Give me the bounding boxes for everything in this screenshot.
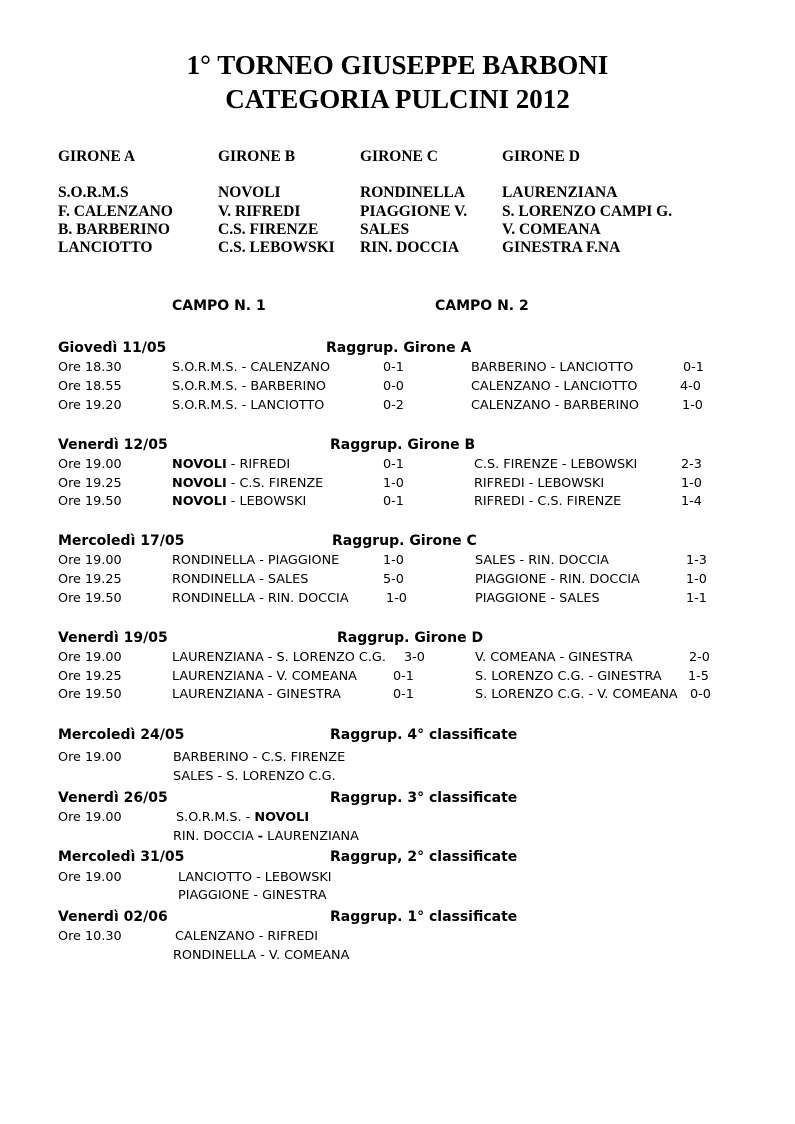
score-campo-2: 0-0 [690,687,711,702]
match-campo-1 [172,476,323,491]
match-campo-2: CALENZANO - BARBERINO [471,398,639,413]
score-campo-2: 0-1 [683,360,704,375]
final-time: Ore 19.00 [58,870,122,885]
final-match-1: CALENZANO - RIFREDI [175,929,319,944]
match-team: S.O.R.M.S. - [176,810,255,825]
team: NOVOLI [218,184,281,202]
match-time: Ore 19.00 [58,650,122,665]
match-time: Ore 19.20 [58,398,122,413]
team: LAURENZIANA [502,184,618,202]
final-time: Ore 19.00 [58,810,122,825]
day-date: Mercoledì 17/05 [58,533,185,549]
match-campo-2: PIAGGIONE - RIN. DOCCIA [475,572,640,587]
match-time: Ore 19.50 [58,591,122,606]
campo-1-header: CAMPO N. 1 [172,298,266,314]
day-group: Raggrup. Girone A [326,340,472,356]
match-campo-2: RIFREDI - C.S. FIRENZE [474,494,622,509]
final-group: Raggrup, 2° classificate [330,849,518,865]
group-name: GIRONE C [360,148,438,165]
team-novoli: NOVOLI [172,457,227,472]
day-date: Venerdì 19/05 [58,630,168,646]
match-campo-1: S.O.R.M.S. - CALENZANO [172,360,331,375]
match-dash: - [257,829,264,844]
match-campo-2: S. LORENZO C.G. - V. COMEANA [475,687,678,702]
score-campo-1: 1-0 [383,553,404,568]
match-rest: - C.S. FIRENZE [226,476,324,491]
match-time: Ore 19.50 [58,494,122,509]
match-campo-2: PIAGGIONE - SALES [475,591,600,606]
match-campo-2: RIFREDI - LEBOWSKI [474,476,605,491]
match-campo-2: SALES - RIN. DOCCIA [475,553,609,568]
title-line-2: CATEGORIA PULCINI 2012 [225,84,570,114]
team: GINESTRA F.NA [502,239,621,257]
day-group: Raggrup. Girone B [330,437,476,453]
final-match-2 [173,829,359,844]
score-campo-1: 0-1 [383,494,404,509]
score-campo-2: 4-0 [680,379,701,394]
match-time: Ore 19.00 [58,553,122,568]
match-time: Ore 19.00 [58,457,122,472]
score-campo-1: 5-0 [383,572,404,587]
team-novoli: NOVOLI [254,810,310,825]
score-campo-2: 1-1 [686,591,707,606]
match-time: Ore 18.30 [58,360,122,375]
day-date: Giovedì 11/05 [58,340,167,356]
team: SALES [360,220,410,238]
team: V. COMEANA [502,220,601,238]
score-campo-2: 1-0 [686,572,707,587]
final-time: Ore 19.00 [58,750,122,765]
final-match-2: RONDINELLA - V. COMEANA [173,948,350,963]
match-time: Ore 19.25 [58,669,122,684]
match-campo-2: BARBERINO - LANCIOTTO [471,360,634,375]
score-campo-2: 1-0 [682,398,703,413]
match-campo-2: CALENZANO - LANCIOTTO [471,379,638,394]
match-campo-1 [172,457,290,472]
day-group: Raggrup. Girone C [332,533,477,549]
match-campo-2: C.S. FIRENZE - LEBOWSKI [474,457,638,472]
score-campo-1: 0-2 [383,398,404,413]
team: LANCIOTTO [58,239,153,257]
team: RIN. DOCCIA [360,239,460,257]
group-d [502,148,672,257]
match-campo-1: S.O.R.M.S. - LANCIOTTO [172,398,325,413]
match-campo-1: S.O.R.M.S. - BARBERINO [172,379,326,394]
final-date: Mercoledì 24/05 [58,727,185,743]
score-campo-2: 2-3 [681,457,702,472]
team: F. CALENZANO [58,202,173,220]
match-rest: - RIFREDI [226,457,291,472]
score-campo-1: 3-0 [404,650,425,665]
final-match-2: PIAGGIONE - GINESTRA [178,888,327,903]
score-campo-2: 1-3 [686,553,707,568]
match-time: Ore 19.25 [58,572,122,587]
team: B. BARBERINO [58,220,170,238]
team: S. LORENZO CAMPI G. [502,202,673,220]
team: V. RIFREDI [218,202,301,220]
match-campo-1: RONDINELLA - PIAGGIONE [172,553,340,568]
score-campo-1: 0-1 [393,669,414,684]
group-c [360,148,467,257]
score-campo-1: 0-0 [383,379,404,394]
final-time: Ore 10.30 [58,929,122,944]
team-novoli: NOVOLI [172,494,227,509]
team: S.O.R.M.S [58,184,129,202]
final-date: Venerdì 02/06 [58,909,168,925]
match-team: RIN. DOCCIA [173,829,258,844]
final-match-1: LANCIOTTO - LEBOWSKI [178,870,332,885]
match-time: Ore 19.50 [58,687,122,702]
final-match-2: SALES - S. LORENZO C.G. [173,769,336,784]
final-group: Raggrup. 3° classificate [330,790,518,806]
match-time: Ore 18.55 [58,379,122,394]
score-campo-2: 1-0 [681,476,702,491]
team: C.S. LEBOWSKI [218,239,335,257]
group-name: GIRONE D [502,148,580,165]
score-campo-2: 2-0 [689,650,710,665]
match-campo-1 [172,494,306,509]
final-date: Venerdì 26/05 [58,790,168,806]
final-match-1 [176,810,309,825]
match-team: LAURENZIANA [263,829,359,844]
match-campo-1: RONDINELLA - RIN. DOCCIA [172,591,349,606]
score-campo-1: 0-1 [383,360,404,375]
score-campo-1: 0-1 [393,687,414,702]
team-novoli: NOVOLI [172,476,227,491]
match-rest: - LEBOWSKI [226,494,307,509]
team: RONDINELLA [360,184,466,202]
match-campo-1: RONDINELLA - SALES [172,572,309,587]
match-campo-1: LAURENZIANA - S. LORENZO C.G. [172,650,386,665]
score-campo-2: 1-4 [681,494,702,509]
match-campo-1: LAURENZIANA - V. COMEANA [172,669,357,684]
group-name: GIRONE B [218,148,296,165]
final-group: Raggrup. 4° classificate [330,727,518,743]
day-group: Raggrup. Girone D [337,630,484,646]
score-campo-1: 1-0 [386,591,407,606]
day-date: Venerdì 12/05 [58,437,168,453]
final-date: Mercoledì 31/05 [58,849,185,865]
score-campo-1: 0-1 [383,457,404,472]
match-campo-2: V. COMEANA - GINESTRA [475,650,633,665]
final-group: Raggrup. 1° classificate [330,909,518,925]
match-campo-1: LAURENZIANA - GINESTRA [172,687,341,702]
match-campo-2: S. LORENZO C.G. - GINESTRA [475,669,662,684]
group-a [58,148,173,257]
group-name: GIRONE A [58,148,136,165]
match-time: Ore 19.25 [58,476,122,491]
team: PIAGGIONE V. [360,202,468,220]
title-line-1: 1° TORNEO GIUSEPPE BARBONI [186,50,609,80]
campo-2-header: CAMPO N. 2 [435,298,529,314]
final-match-1: BARBERINO - C.S. FIRENZE [173,750,346,765]
team: C.S. FIRENZE [218,220,319,238]
score-campo-2: 1-5 [688,669,709,684]
group-b [218,148,335,257]
score-campo-1: 1-0 [383,476,404,491]
